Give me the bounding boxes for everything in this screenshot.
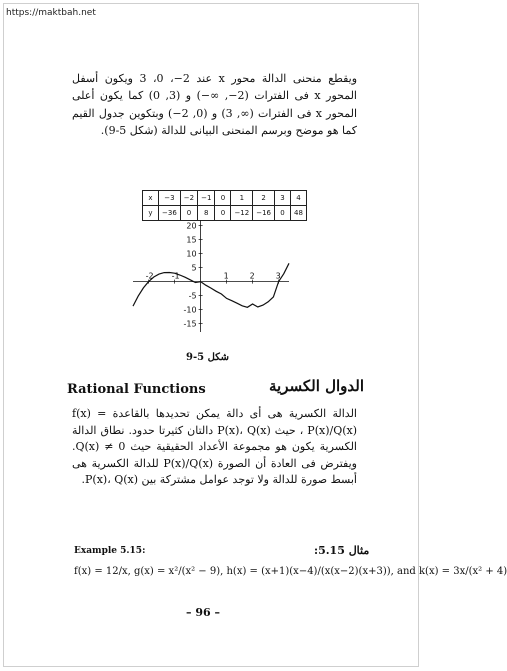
definition-paragraph: الدالة الكسرية هى أى دالة يمكن تحديدها بالقاعدة f(x) = P(x)/Q(x) ، حيث P(x)، Q(x) دالتان كثيرتا حدود. نطاق الدالة الكسرية يكون هو مجموعة الأعداد الحقيقية حيث Q(x) ≠ 0. ويفترض فى العادة أن الصورة P(x)/Q(x) للدالة الكسرية هى أبسط صورة للدالة ولا توجد عوامل مشتركة بين P(x)، Q(x).	[72, 407, 357, 486]
section-heading-english: Rational Functions	[67, 382, 206, 397]
x-tick-label: 3	[275, 271, 281, 281]
table-cell: −36	[159, 206, 181, 221]
table-cell: 2	[253, 191, 275, 206]
page-number: – 96 –	[186, 606, 220, 619]
y-tick-label: 20	[186, 221, 197, 231]
intro-paragraph: ويقطع منحنى الدالة محور x عند 2−، 0، 3 ويكون أسفل المحور x فى الفترات (2−, ∞−) و (3, 0) كما يكون أعلى المحور x فى الفترات (∞, 3) و (0, 2−) وبتكوين جدول القيم كما هو موضح وبرسم المنحنى البيانى للدالة (شكل 5-9).	[72, 72, 358, 137]
table-cell: −12	[231, 206, 253, 221]
y-tick-label: 10	[186, 249, 197, 259]
function-graph	[125, 214, 295, 338]
table-cell: 0	[180, 206, 197, 221]
figure-caption: شكل 5-9	[186, 352, 230, 363]
table-cell: 8	[198, 206, 215, 221]
example-formula: f(x) = 12/x, g(x) = x²/(x² − 9), h(x) = (x+1)(x−4)/(x(x−2)(x+3)), and k(x) = 3x/(x² + 4)	[74, 566, 507, 577]
table-row-x	[143, 191, 307, 206]
x-tick-label: -1	[171, 271, 180, 281]
y-tick-label: -15	[183, 319, 197, 329]
y-tick-label: 15	[186, 235, 197, 245]
example-label-arabic: مثال 5.15:	[314, 544, 370, 557]
y-tick-label: -5	[188, 291, 197, 301]
table-cell: 0	[275, 206, 291, 221]
table-cell: −1	[198, 191, 215, 206]
table-cell: 1	[231, 191, 253, 206]
example-label-english: Example 5.15:	[74, 546, 146, 556]
source-url: https://maktbah.net	[6, 8, 96, 18]
table-cell: 4	[291, 191, 307, 206]
table-header-x: x	[143, 191, 159, 206]
table-cell: −2	[180, 191, 197, 206]
table-cell: 0	[215, 206, 231, 221]
table-header-y: y	[143, 206, 159, 221]
x-tick-label: 1	[223, 271, 229, 281]
table-cell: 3	[275, 191, 291, 206]
table-cell: 0	[215, 191, 231, 206]
section-heading-arabic: الدوال الكسرية	[269, 377, 365, 395]
table-cell: −16	[253, 206, 275, 221]
x-tick-label: -2	[145, 271, 154, 281]
y-tick-label: 5	[191, 263, 197, 273]
x-tick-label: 2	[249, 271, 255, 281]
table-cell: −3	[159, 191, 181, 206]
y-tick-label: -10	[183, 305, 197, 315]
curve-line	[133, 263, 289, 307]
table-cell: 48	[291, 206, 307, 221]
